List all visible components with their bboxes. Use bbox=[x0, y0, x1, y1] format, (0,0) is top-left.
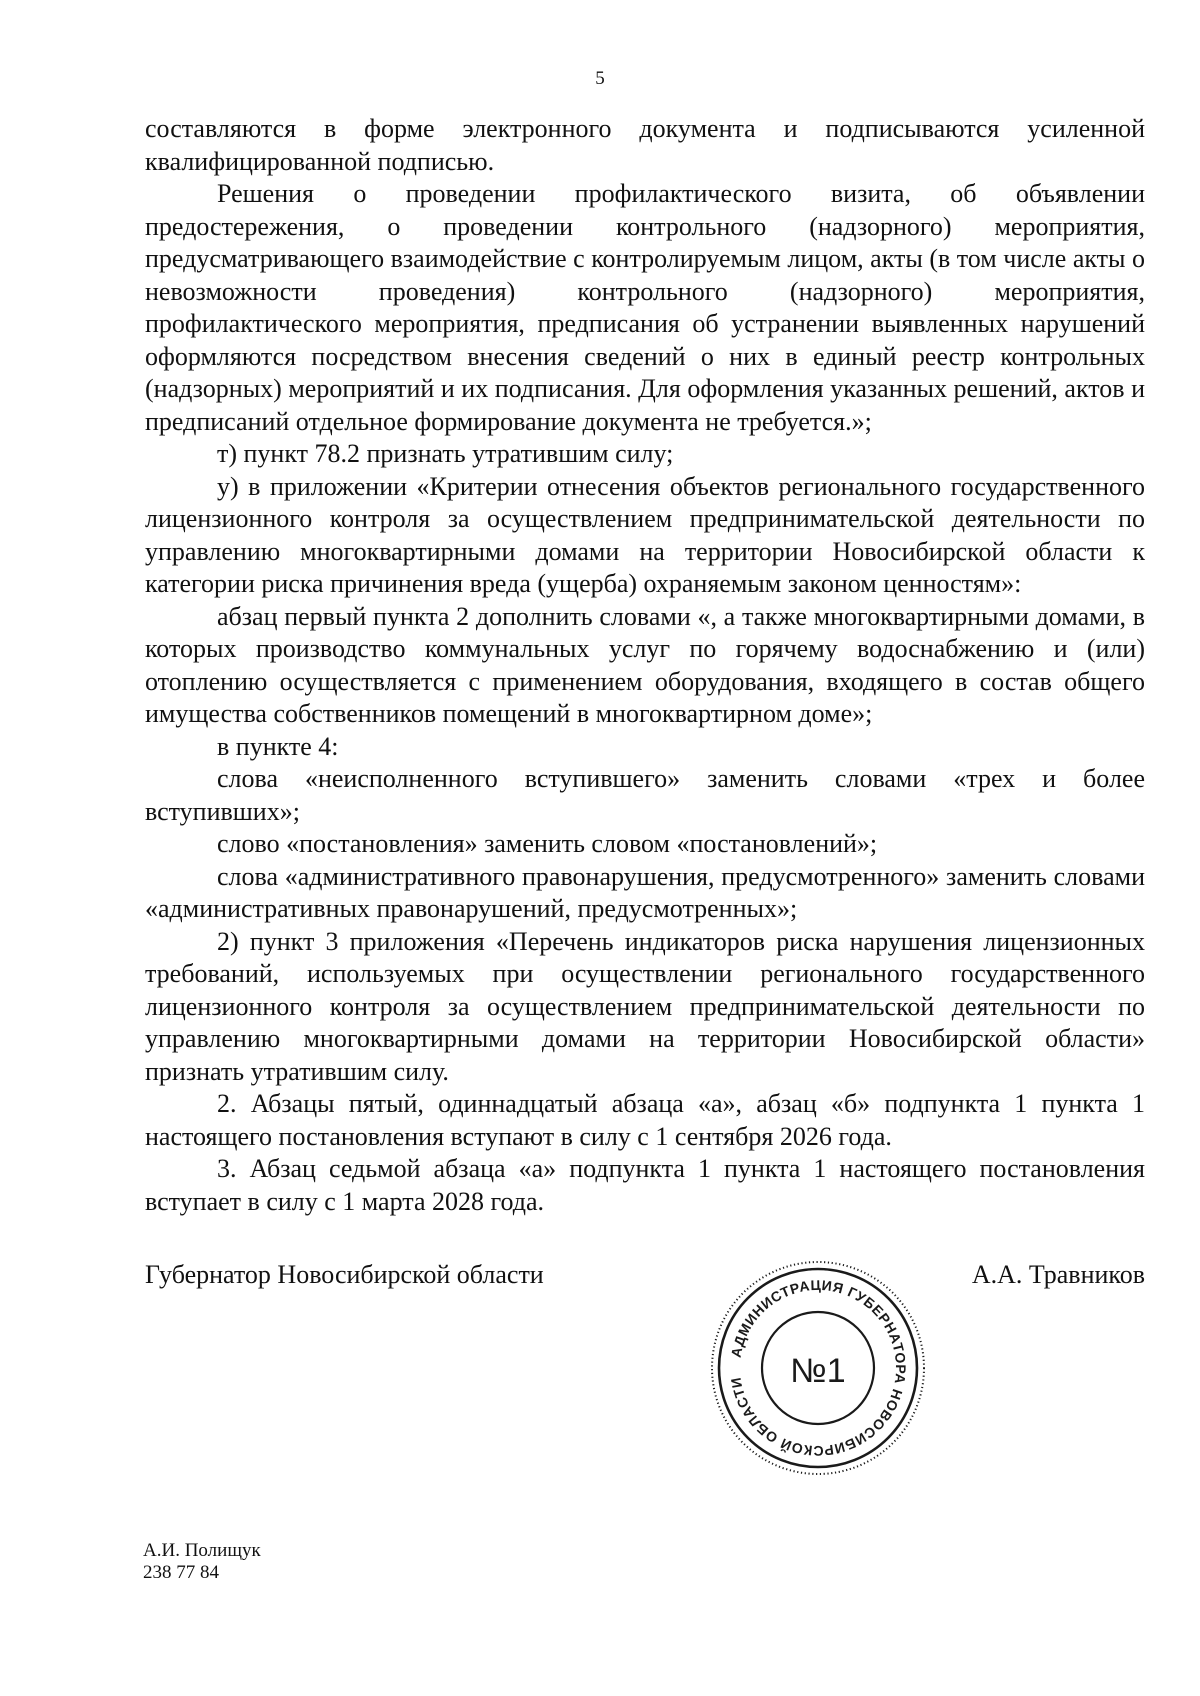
paragraph: у) в приложении «Критерии отнесения объектов регионального государственного лицензионного контроля за осуществлением предпринимательской деятельности по управлению многоквартирными домами на территории Новосибирской области к категории риска причинения вреда (ущерба) охраняемым законом ценностям»: bbox=[145, 471, 1145, 598]
official-seal bbox=[708, 1258, 928, 1478]
paragraph: в пункте 4: bbox=[217, 731, 339, 761]
executor-phone: 238 77 84 bbox=[143, 1562, 219, 1583]
paragraph: слова «административного правонарушения, предусмотренного» заменить словами «административных правонарушений, предусмотренных»; bbox=[145, 861, 1145, 923]
paragraph: составляются в форме электронного документа и подписываются усиленной квалифицированной подписью. bbox=[145, 114, 1145, 176]
signatory-name: А.А. Травников bbox=[971, 1260, 1145, 1289]
seal-number: №1 bbox=[790, 1352, 846, 1390]
paragraph: 3. Абзац седьмой абзаца «а» подпункта 1 пункта 1 настоящего постановления вступает в силу с 1 марта 2028 года. bbox=[145, 1154, 1145, 1216]
paragraph: Решения о проведении профилактического визита, об объявлении предостережения, о проведении контрольного (надзорного) мероприятия, предусматривающего взаимодействие с контролируемым лицом, акты (в том числе акты о невозможности проведения) контрольного (надзорного) мероприятия, профилактического мероприятия, предписания об устранении выявленных нарушений оформляются посредством внесения сведений о них в единый реестр контрольных (надзорных) мероприятий и их подписания. Для оформления указанных решений, актов и предписаний отдельное формирование документа не требуется.»; bbox=[145, 179, 1145, 436]
executor-name: А.И. Полищук bbox=[143, 1540, 261, 1561]
paragraph: абзац первый пункта 2 дополнить словами «, а также многоквартирными домами, в которых производство коммунальных услуг по горячему водоснабжению и (или) отоплению осуществляется с применением оборудования, входящего в состав общего имущества собственников помещений в многоквартирном доме»; bbox=[145, 601, 1145, 728]
document-body bbox=[145, 113, 1145, 1218]
paragraph: слова «неисполненного вступившего» заменить словами «трех и более вступивших»; bbox=[145, 764, 1145, 826]
signature-block bbox=[145, 1255, 1145, 1295]
paragraph: т) пункт 78.2 признать утратившим силу; bbox=[217, 439, 674, 468]
page-number: 5 bbox=[595, 68, 605, 89]
paragraph: 2. Абзацы пятый, одиннадцатый абзаца «а», абзац «б» подпункта 1 пункта 1 настоящего постановления вступают в силу с 1 сентября 2026 года. bbox=[145, 1089, 1145, 1151]
paragraph: 2) пункт 3 приложения «Перечень индикаторов риска нарушения лицензионных требований, используемых при осуществлении регионального государственного лицензионного контроля за осуществлением предпринимательской деятельности по управлению многоквартирными домами на территории Новосибирской области» признать утратившим силу. bbox=[145, 926, 1145, 1086]
seal-ring-text: АДМИНИСТРАЦИЯ ГУБЕРНАТОРА НОВОСИБИРСКОЙ ОБЛАСТИ bbox=[727, 1276, 910, 1460]
signatory-position: Губернатор Новосибирской области bbox=[145, 1260, 544, 1289]
paragraph: слово «постановления» заменить словом «постановлений»; bbox=[217, 829, 878, 858]
executor-info bbox=[143, 1540, 261, 1584]
seal-graphic bbox=[708, 1258, 928, 1478]
